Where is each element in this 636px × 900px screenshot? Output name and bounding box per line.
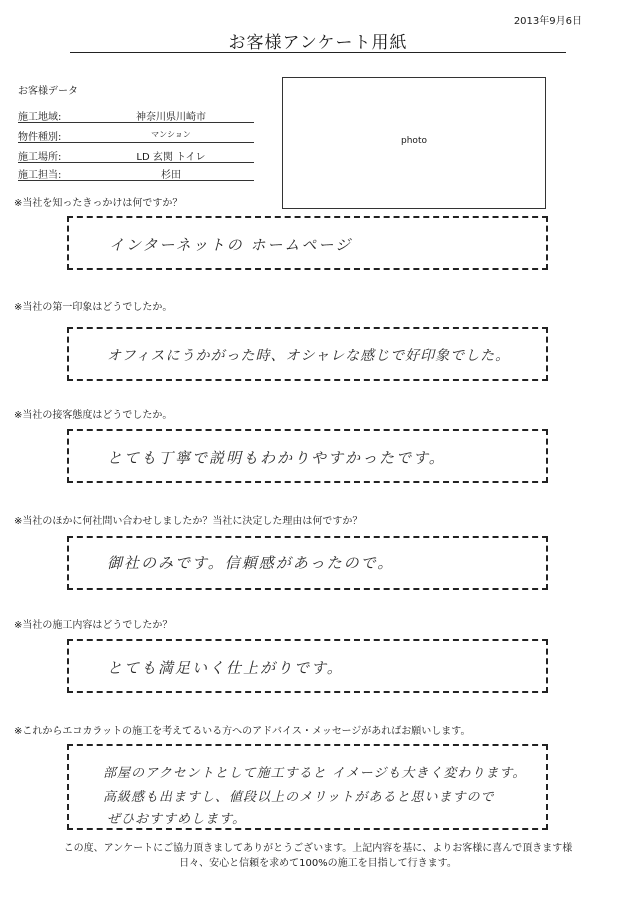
footer-line-2: 日々、安心と信頼を求めて100%の施工を目指して行きます。 [179, 858, 457, 869]
answer-box-3 [67, 429, 548, 483]
info-key: 施工地域: [18, 112, 62, 123]
answer-text: 御社のみです。信頼感があったので。 [107, 554, 395, 572]
page-title: お客様アンケート用紙 [228, 33, 408, 53]
question-2: ※当社の第一印象はどうでしたか。 [14, 302, 173, 313]
info-row-area [18, 105, 254, 123]
info-value: 神奈川県川崎市 [136, 112, 206, 123]
footer-line-1: この度、アンケートにご協力頂きましてありがとうございます。上記内容を基に、よりお客様に喜んで頂きます様 [63, 843, 573, 854]
answer-text: とても丁寧で説明もわかりやすかったです。 [107, 449, 446, 467]
info-row-location [18, 145, 254, 163]
answer-text-line-3: ぜひおすすめします。 [107, 812, 247, 827]
info-key: 物件種別: [18, 132, 62, 143]
answer-text: オフィスにうかがった時、オシャレな感じで好印象でした。 [107, 348, 511, 364]
answer-box-1 [67, 216, 548, 270]
answer-text-line-1: 部屋のアクセントとして施工すると イメージも大きく変わります。 [103, 766, 527, 781]
answer-text-line-2: 高級感も出ますし、値段以上のメリットがあると思いますので [103, 790, 495, 805]
answer-text: とても満足いく仕上がりです。 [107, 659, 344, 677]
photo-placeholder [282, 77, 546, 209]
photo-label: photo [401, 136, 427, 146]
info-key: 施工場所: [18, 152, 62, 163]
answer-text: インターネットの ホームページ [109, 236, 353, 254]
answer-box-2 [67, 327, 548, 381]
question-3: ※当社の接客態度はどうでしたか。 [14, 410, 173, 421]
title-underline [70, 52, 566, 53]
info-value: 杉田 [161, 170, 181, 181]
answer-box-4 [67, 536, 548, 590]
question-4: ※当社のほかに何社問い合わせしましたか？当社に決定した理由は何ですか？ [14, 516, 363, 527]
footer-message [0, 841, 636, 871]
answer-box-6 [67, 744, 548, 830]
answer-box-5 [67, 639, 548, 693]
info-row-staff [18, 163, 254, 181]
info-row-property-type [18, 125, 254, 143]
info-value: マンション [151, 130, 191, 139]
customer-section-label: お客様データ [18, 86, 78, 97]
info-key: 施工担当: [18, 170, 62, 181]
question-5: ※当社の施工内容はどうでしたか？ [14, 620, 173, 631]
question-6: ※これからエコカラットの施工を考えてるいる方へのアドバイス・メッセージがあればお願いします。 [14, 726, 471, 737]
survey-date: 2013年9月6日 [513, 16, 582, 27]
info-value: LD 玄関 トイレ [136, 152, 206, 163]
question-1: ※当社を知ったきっかけは何ですか？ [14, 198, 183, 209]
